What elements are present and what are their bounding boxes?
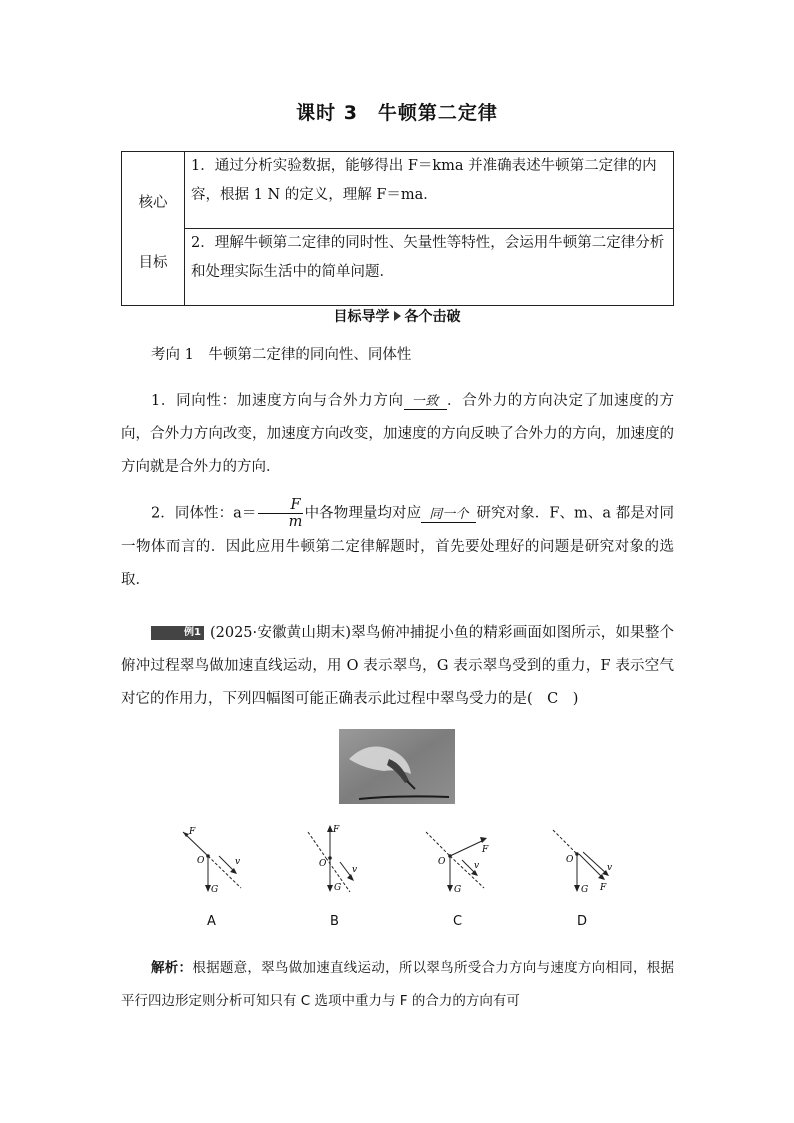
svg-text:O: O [566, 855, 574, 865]
svg-text:G: G [581, 885, 589, 895]
fraction-f-over-m: $\frac{F}{m}$ [258, 497, 302, 530]
svg-text:G: G [211, 885, 219, 895]
svg-text:F: F [189, 827, 196, 837]
solution-paragraph: 解析：根据题意，翠鸟做加速直线运动，所以翠鸟所受合力方向与速度方向相同，根据平行四边形定则分析可知只有 C 选项中重力与 F 的合力的方向有可 [121, 960, 675, 1009]
svg-text:O: O [319, 859, 327, 869]
section-header: 目标导学 各个击破 [333, 309, 461, 325]
option-a-label: A [207, 914, 216, 929]
paragraph-same-body: 2．同体性：a＝ $\frac{F}{m}$ 中各物理量均对应 同一个 研究对象．F、m、a 都是对同一物体而言的．因此应用牛顿第二定律解题时，首先要处理好的问题是研究对象的选取． [121, 497, 674, 588]
example-badge: 例1 [151, 626, 204, 640]
svg-text:v: v [474, 861, 480, 871]
example-question: 例1 (2025·安徽黄山期末)翠鸟俯冲捕捉小鱼的精彩画面如图所示，如果整个俯冲过程翠鸟做加速直线运动，用 O 表示翠鸟，G 表示翠鸟受到的重力，F 表示空气对它的作用力，下列四幅图可能正确表示此过程中翠鸟受力的是( C ) [121, 625, 675, 707]
option-b-diagram [300, 820, 380, 900]
svg-text:F: F [600, 883, 607, 893]
svg-text:G: G [454, 885, 462, 895]
core-goals-table [121, 151, 674, 306]
option-b-label: B [330, 914, 339, 929]
svg-text:O: O [197, 856, 205, 866]
topic-heading: 考向 1 牛顿第二定律的同向性、同体性 [151, 347, 412, 363]
answer-blank: 同一个 [421, 507, 476, 523]
option-c-diagram [420, 820, 500, 900]
option-d-label: D [577, 914, 588, 929]
svg-text:F: F [482, 845, 489, 855]
svg-text:v: v [607, 863, 613, 873]
svg-text:O: O [438, 857, 446, 867]
lesson-title: 课时 3 牛顿第二定律 [296, 102, 498, 124]
svg-text:F: F [333, 825, 340, 835]
core-goals-label: 核心 目标 [122, 152, 185, 306]
option-c-label: C [453, 914, 463, 929]
option-a-diagram [175, 820, 255, 900]
svg-text:v: v [352, 865, 358, 875]
core-goal-item-2: 2．理解牛顿第二定律的同时性、矢量性等特性，会运用牛顿第二定律分析和处理实际生活中的简单问题． [185, 229, 674, 306]
svg-text:v: v [235, 857, 241, 867]
option-d-diagram [545, 820, 625, 900]
answer-blank: 一致 [404, 394, 447, 410]
svg-text:G: G [334, 883, 342, 893]
triangle-arrow-icon [394, 311, 401, 321]
core-goal-item-1: 1．通过分析实验数据，能够得出 F＝kma 并准确表述牛顿第二定律的内容，根据 1 N 的定义，理解 F＝ma． [185, 152, 674, 229]
kingfisher-photo [339, 729, 455, 804]
paragraph-same-direction: 1．同向性：加速度方向与合外力方向 一致 ．合外力的方向决定了加速度的方向，合外力方向改变，加速度方向改变，加速度的方向反映了合外力的方向，加速度的方向就是合外力的方向． [121, 393, 674, 475]
